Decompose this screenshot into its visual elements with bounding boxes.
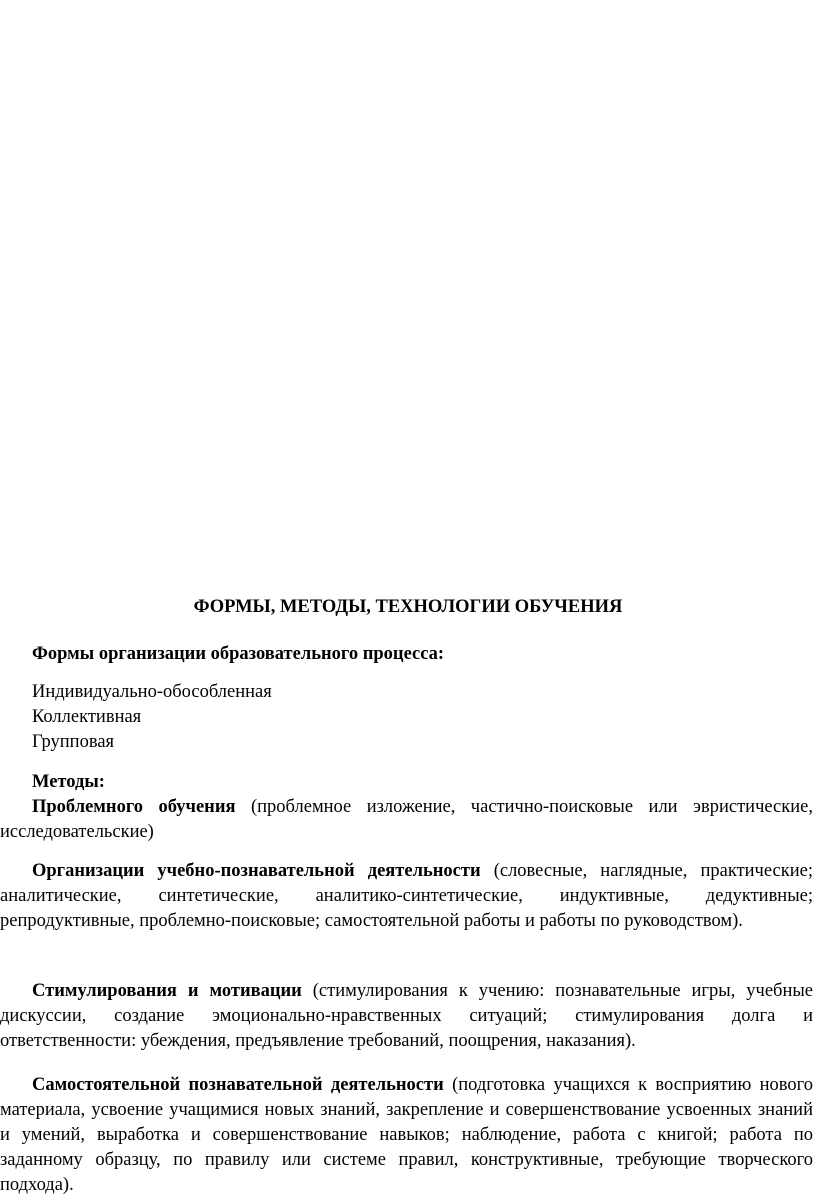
method-description: (подготовка учащихся к восприятию нового материала, усвоение учащимися новых знаний, закрепление и совершенствование усвоенных знаний и умений, выработка и совершенствование навыков; наблюдение, работа с книгой; работа по заданному образцу, по правилу или системе правил, конструктивные, требующие творческого подхода). [0,1075,813,1195]
methods-heading: Методы: [32,772,105,792]
document-title: ФОРМЫ, МЕТОДЫ, ТЕХНОЛОГИИ ОБУЧЕНИЯ [193,597,623,617]
method-term: Проблемного обучения [32,797,236,817]
method-independent-activity [0,1073,813,1198]
forms-heading: Формы организации образовательного процесса: [32,644,445,664]
method-description: (словесные, наглядные, практические; аналитические, синтетические, аналитико-синтетические, индуктивные, дедуктивные; репродуктивные, проблемно-поисковые; самостоятельной работы и работы по руководством). [0,861,813,931]
method-term: Самостоятельной познавательной деятельности [32,1075,444,1095]
method-term: Стимулирования и мотивации [32,981,302,1001]
method-cognitive-activity [0,859,813,934]
method-term: Организации учебно-познавательной деятельности [32,861,481,881]
method-problem-learning [0,795,813,845]
list-item: Коллективная [32,707,142,727]
method-stimulation [0,979,813,1054]
list-item: Индивидуально-обособленная [32,682,272,702]
method-description: (проблемное изложение, частично-поисковые или эвристические, исследовательские) [0,797,813,842]
method-description: (стимулирования к учению: познавательные игры, учебные дискуссии, создание эмоционально-нравственных ситуаций; стимулирования долга и ответственности: убеждения, предъявление требований, поощрения, наказания). [0,981,813,1051]
forms-list [32,680,272,755]
list-item: Групповая [32,732,115,752]
